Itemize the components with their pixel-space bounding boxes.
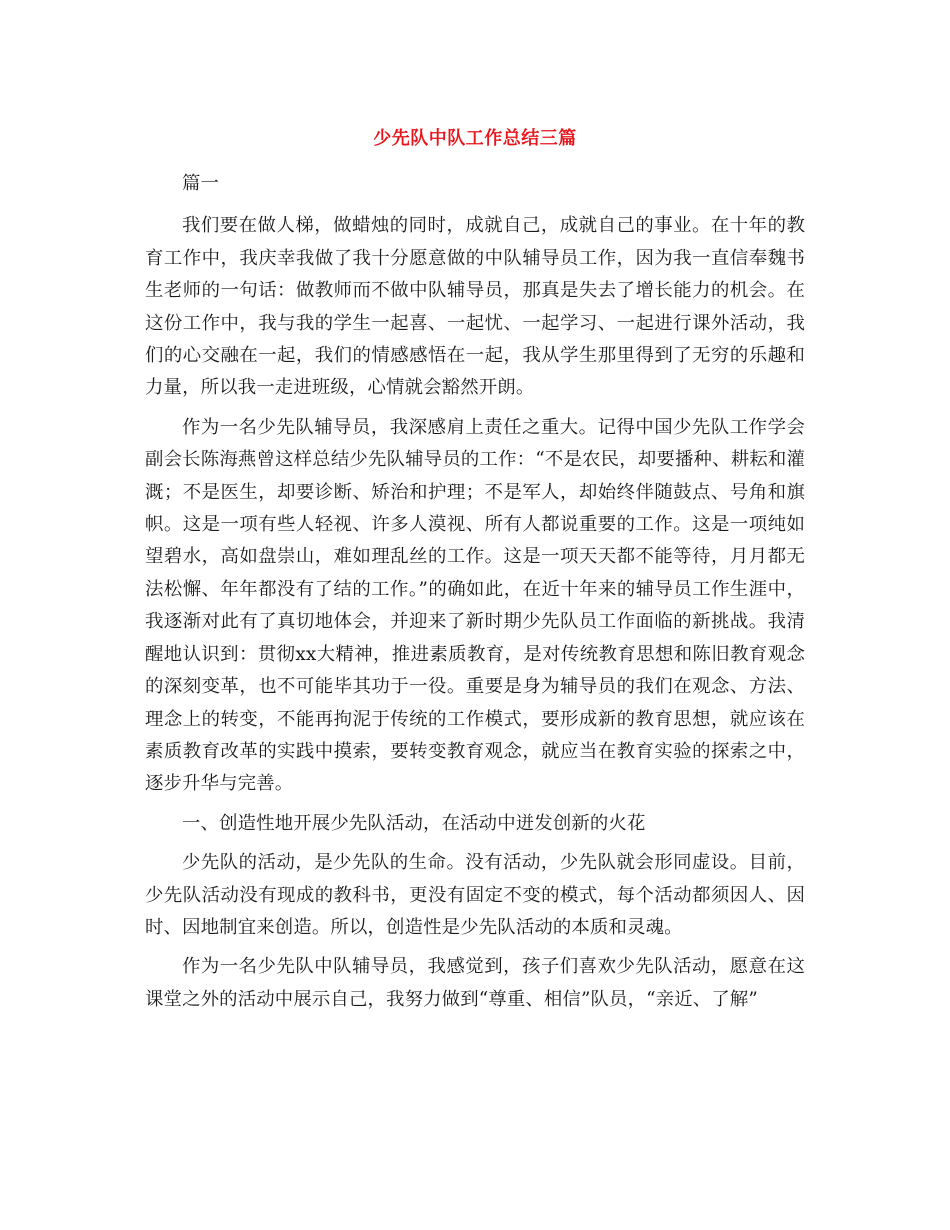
subsection-heading: 一、创造性地开展少先队活动，在活动中迸发创新的火花 bbox=[182, 812, 646, 834]
section-heading: 篇一 bbox=[182, 173, 220, 194]
document-title: 少先队中队工作总结三篇 bbox=[373, 128, 577, 149]
paragraph: 作为一名少先队中队辅导员，我感觉到，孩子们喜欢少先队活动，愿意在这课堂之外的活动中展示自己，我努力做到“尊重、相信”队员，“亲近、了解” bbox=[145, 956, 805, 1010]
document-body bbox=[145, 168, 805, 1016]
paragraph: 作为一名少先队辅导员，我深感肩上责任之重大。记得中国少先队工作学会副会长陈海燕曾这样总结少先队辅导员的工作：“不是农民，却要播种、耕耘和灌溉；不是医生，却要诊断、矫治和护理；不是军人，却始终伴随鼓点、号角和旗帜。这是一项有些人轻视、许多人漠视、所有人都说重要的工作。这是一项纯如望碧水，高如盘崇山，难如理乱丝的工作。这是一项天天都不能等待，月月都无法松懈、年年都没有了结的工作。”的确如此，在近十年来的辅导员工作生涯中，我逐渐对此有了真切地体会，并迎来了新时期少先队员工作面临的新挑战。我清醒地认识到：贯彻xx大精神，推进素质教育，是对传统教育思想和陈旧教育观念的深刻变革，也不可能毕其功于一役。重要是身为辅导员的我们在观念、方法、理念上的转变，不能再拘泥于传统的工作模式，要形成新的教育思想，就应该在素质教育改革的实践中摸索，要转变教育观念，就应当在教育实验的探索之中，逐步升华与完善。 bbox=[145, 416, 805, 795]
paragraph: 我们要在做人梯，做蜡烛的同时，成就自己，成就自己的事业。在十年的教育工作中，我庆幸我做了我十分愿意做的中队辅导员工作，因为我一直信奉魏书生老师的一句话：做教师而不做中队辅导员，那真是失去了增长能力的机会。在这份工作中，我与我的学生一起喜、一起忧、一起学习、一起进行课外活动，我们的心交融在一起，我们的情感感悟在一起，我从学生那里得到了无穷的乐趣和力量，所以我一走进班级，心情就会豁然开朗。 bbox=[145, 215, 805, 399]
paragraph: 少先队的活动，是少先队的生命。没有活动，少先队就会形同虚设。目前，少先队活动没有现成的教科书，更没有固定不变的模式，每个活动都须因人、因时、因地制宜来创造。所以，创造性是少先队活动的本质和灵魂。 bbox=[145, 852, 805, 938]
